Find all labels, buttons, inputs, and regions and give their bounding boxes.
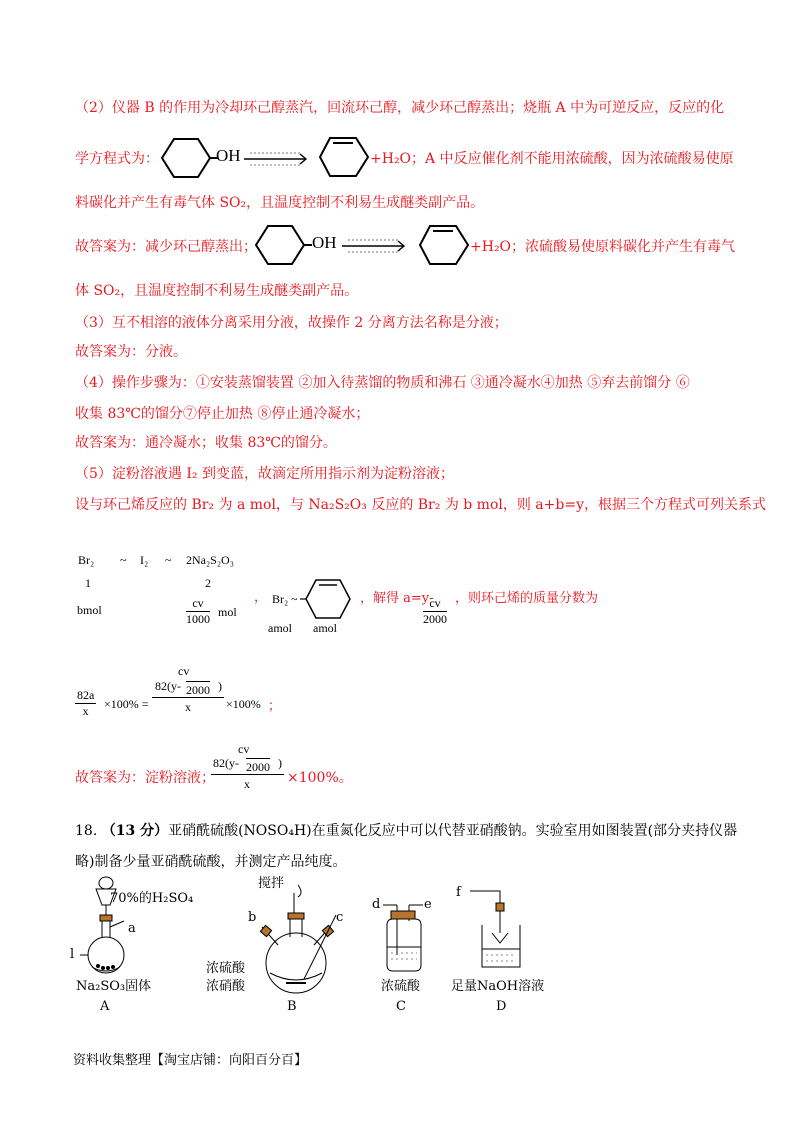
eq-x: x — [244, 777, 250, 791]
label-port-b: b — [248, 910, 257, 925]
reaction-arrow — [340, 237, 408, 255]
cyclohexanol-structure — [160, 135, 220, 181]
oh-label: OH — [216, 146, 241, 165]
text-line: （5）淀粉溶液遇 I₂ 到变蓝，故滴定所用指示剂为淀粉溶液； — [75, 466, 454, 482]
text-line: ，解得 a=y- — [360, 591, 434, 606]
label-apparatus-d: D — [496, 999, 507, 1014]
label-acid-b1: 浓硫酸 — [206, 961, 246, 976]
cyclohexene-structure — [318, 134, 370, 180]
text-line: 体 SO₂，且温度控制不利易生成醚类副产品。 — [75, 283, 359, 299]
label-apparatus-a: A — [100, 999, 110, 1014]
eq-x: x — [185, 700, 191, 714]
eq-amol: amol — [268, 621, 292, 635]
cyclohexanol-structure — [254, 222, 314, 268]
label-port-d: d — [372, 897, 381, 912]
label-apparatus-c: C — [396, 999, 406, 1014]
apparatus-d-drawing — [470, 885, 540, 975]
eq-percent: ×100% = — [104, 697, 149, 711]
text-line: （4）操作步骤为：①安装蒸馏装置 ②加入待蒸馏的物质和沸石 ③通冷凝水④加热 ⑤弃去前馏分 ⑥ — [75, 375, 690, 391]
text-line: （3）互不相溶的液体分离采用分液，故操作 2 分离方法名称是分液； — [75, 315, 508, 331]
eq-82y: 82(y- — [155, 679, 181, 693]
label-apparatus-b: B — [287, 999, 297, 1014]
eq-coef-2: 2 — [205, 576, 211, 590]
eq-coef-1: 1 — [85, 576, 91, 590]
text-line: 学方程式为： — [75, 151, 159, 167]
eq-cv: cv — [178, 664, 190, 678]
semicolon: ； — [268, 698, 282, 713]
text-line: 收集 83℃的馏分⑦停止加热 ⑧停止通冷凝水； — [75, 406, 370, 422]
eq-rparen: ) — [278, 756, 282, 770]
eq-cv: cv — [238, 742, 250, 756]
label-acid-a: 70%的H₂SO₄ — [110, 891, 194, 906]
label-port-l: l — [70, 947, 75, 962]
text-line: ×100%。 — [287, 770, 353, 786]
text-line: 故答案为：淀粉溶液； — [75, 770, 215, 786]
eq-2000: 2000 — [186, 683, 210, 697]
label-port-c: c — [336, 910, 344, 925]
text-line: +H₂O；浓硫酸易使原料碳化并产生有毒气 — [470, 239, 736, 255]
label-port-f: f — [456, 885, 461, 900]
apparatus-b-drawing — [240, 875, 350, 1000]
eq-bmol: bmol — [77, 603, 102, 617]
fraction-cv-1000: $\frac{cv}{1000}$ — [186, 596, 210, 626]
text-line: 设与环己烯反应的 Br₂ 为 a mol，与 Na₂S₂O₃ 反应的 Br₂ 为 b mol，则 a+b=y，根据三个方程式可列关系式 — [75, 497, 766, 513]
text-line: 故答案为：分液。 — [75, 344, 187, 360]
label-port-e: e — [424, 897, 432, 912]
text-line: 故答案为：减少环己醇蒸出； — [75, 239, 257, 255]
question-score: （13 分） — [101, 823, 169, 839]
label-solid-a: Na₂SO₃固体 — [76, 979, 152, 994]
fraction-bar — [152, 697, 224, 698]
text-line: ，则环己烯的质量分数为 — [455, 591, 599, 606]
cyclohexene-structure — [300, 575, 354, 623]
question-number: 18. — [75, 823, 98, 839]
eq-rparen: ) — [218, 679, 222, 693]
eq-br2: Br₂ — [78, 553, 95, 567]
text-line: 料碳化并产生有毒气体 SO₂，且温度控制不利易生成醚类副产品。 — [75, 195, 485, 211]
comma: ， — [254, 589, 268, 604]
fraction-82a-x: $\frac{82a}{x}$ — [77, 688, 95, 718]
oh-label: OH — [312, 233, 337, 252]
label-solution-d: 足量NaOH溶液 — [451, 979, 545, 994]
label-acid-b2: 浓硝酸 — [206, 979, 246, 994]
label-port-a: a — [128, 921, 136, 936]
label-stir: 搅拌 — [258, 876, 285, 891]
fraction-bar — [211, 774, 284, 775]
fraction-cv-2000: $\frac{cv}{2000}$ — [423, 596, 447, 626]
footer-source: 资料收集整理【淘宝店铺：向阳百分百】 — [73, 1053, 308, 1068]
eq-tilde: ~ — [120, 553, 127, 567]
eq-percent: ×100% — [226, 697, 261, 711]
question-text: 亚硝酰硫酸(NOSO₄H)在重氮化反应中可以代替亚硝酸钠。实验室用如图装置(部分夹持仪器 — [168, 823, 738, 839]
cyclohexene-structure — [418, 222, 470, 268]
eq-i2: I₂ — [140, 553, 149, 567]
reaction-arrow — [242, 150, 310, 168]
eq-tilde: ~ — [165, 553, 172, 567]
label-acid-c: 浓硫酸 — [381, 979, 421, 994]
eq-amol: amol — [313, 621, 337, 635]
eq-mol: mol — [218, 605, 237, 619]
text-line: +H₂O；A 中反应催化剂不能用浓硫酸，因为浓硫酸易使原 — [370, 151, 734, 167]
eq-82y: 82(y- — [213, 756, 239, 770]
question-18 — [75, 820, 737, 840]
eq-na2s2o3: 2Na₂S₂O₃ — [186, 553, 234, 567]
text-line: 略)制备少量亚硝酰硫酸，并测定产品纯度。 — [75, 854, 347, 870]
eq-2000: 2000 — [246, 760, 270, 774]
text-line: 故答案为：通冷凝水；收集 83℃的馏分。 — [75, 435, 337, 451]
eq-br2-tilde: Br₂ ~ — [272, 592, 298, 606]
text-line: （2）仪器 B 的作用为冷却环己醇蒸汽，回流环己醇，减少环己醇蒸出；烧瓶 A 中为可逆反应，反应的化 — [75, 100, 725, 116]
